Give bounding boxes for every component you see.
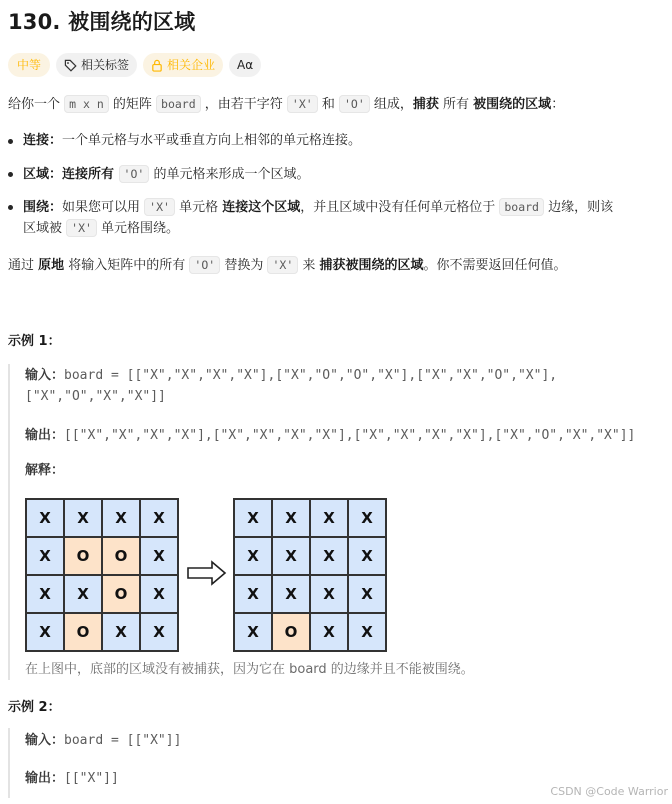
example-2-output: 输出：[["X"]] — [25, 771, 119, 786]
grid-cell: X — [310, 537, 348, 575]
example-2-input: 输入：board = [["X"]] — [25, 733, 182, 748]
translate-button[interactable] — [229, 53, 261, 77]
grid-cell: X — [234, 537, 272, 575]
before-grid — [25, 498, 179, 652]
translate-icon: Aα — [237, 58, 254, 72]
grid-cell: X — [102, 613, 140, 651]
bullet-surround: 围绕：如果您可以用 'X' 单元格 连接这个区域，并且区域中没有任何单元格位于 board 边缘，则该 — [23, 200, 614, 215]
tag-bar — [8, 53, 261, 77]
grid-cell: O — [64, 613, 102, 651]
grid-cell: X — [26, 499, 64, 537]
after-grid — [233, 498, 387, 652]
grid-cell: X — [310, 613, 348, 651]
grid-cell: X — [140, 575, 178, 613]
grid-cell: X — [234, 499, 272, 537]
grid-cell: X — [26, 613, 64, 651]
grid-cell: X — [348, 499, 386, 537]
example-1-caption: 在上图中，底部的区域没有被捕获，因为它在 board 的边缘并且不能被围绕。 — [25, 662, 474, 677]
closing-paragraph: 通过 原地 将输入矩阵中的所有 'O' 替换为 'X' 来 捕获被围绕的区域。你不需要返回任何值。 — [8, 258, 567, 273]
bullet-dot — [8, 139, 13, 144]
example-1-input-cont: ["X","O","X","X"]] — [25, 389, 166, 404]
related-tags-button[interactable]: 相关标签 — [56, 53, 137, 77]
grid-cell: X — [140, 613, 178, 651]
grid-cell: O — [64, 537, 102, 575]
bullet-connect: 连接：一个单元格与水平或垂直方向上相邻的单元格连接。 — [23, 133, 362, 148]
tag-icon — [64, 59, 77, 72]
page-title: 130. 被围绕的区域 — [8, 10, 196, 34]
intro-paragraph: 给你一个 m x n 的矩阵 board ，由若干字符 'X' 和 'O' 组成，捕获 所有 被围绕的区域： — [8, 97, 565, 112]
grid-cell: X — [26, 537, 64, 575]
grid-cell: X — [348, 537, 386, 575]
grid-cell: X — [348, 575, 386, 613]
arrow-icon — [186, 560, 228, 590]
related-companies-button[interactable]: 相关企业 — [143, 53, 223, 77]
grid-cell: O — [102, 575, 140, 613]
grid-cell: X — [348, 613, 386, 651]
example-1-border — [8, 364, 10, 680]
grid-cell: X — [140, 537, 178, 575]
grid-cell: X — [272, 537, 310, 575]
grid-cell: X — [234, 575, 272, 613]
watermark: CSDN @Code Warrior — [550, 785, 668, 798]
grid-cell: X — [102, 499, 140, 537]
grid-cell: X — [64, 575, 102, 613]
example-1-explanation: 解释： — [25, 463, 65, 478]
example-1-title: 示例 1： — [8, 334, 61, 349]
bullet-surround-cont: 区域被 'X' 单元格围绕。 — [23, 221, 180, 236]
grid-cell: X — [234, 613, 272, 651]
grid-cell: X — [272, 575, 310, 613]
bullet-region: 区域：连接所有 'O' 的单元格来形成一个区域。 — [23, 167, 310, 182]
example-1-output: 输出：[["X","X","X","X"],["X","X","X","X"],["X","X","X","X"],["X","O","X","X"]] — [25, 428, 636, 443]
grid-cell: X — [310, 499, 348, 537]
difficulty-badge[interactable]: 中等 — [8, 53, 50, 77]
example-2-border — [8, 728, 10, 798]
grid-cell: X — [310, 575, 348, 613]
lock-icon — [151, 59, 163, 72]
grid-cell: O — [272, 613, 310, 651]
grid-cell: X — [26, 575, 64, 613]
example-1-input: 输入：board = [["X","X","X","X"],["X","O","O","X"],["X","X","O","X"], — [25, 368, 558, 383]
example-2-title: 示例 2： — [8, 700, 61, 715]
grid-cell: X — [272, 499, 310, 537]
bullet-dot — [8, 172, 13, 177]
grid-cell: X — [140, 499, 178, 537]
bullet-dot — [8, 205, 13, 210]
grid-cell: O — [102, 537, 140, 575]
grid-cell: X — [64, 499, 102, 537]
